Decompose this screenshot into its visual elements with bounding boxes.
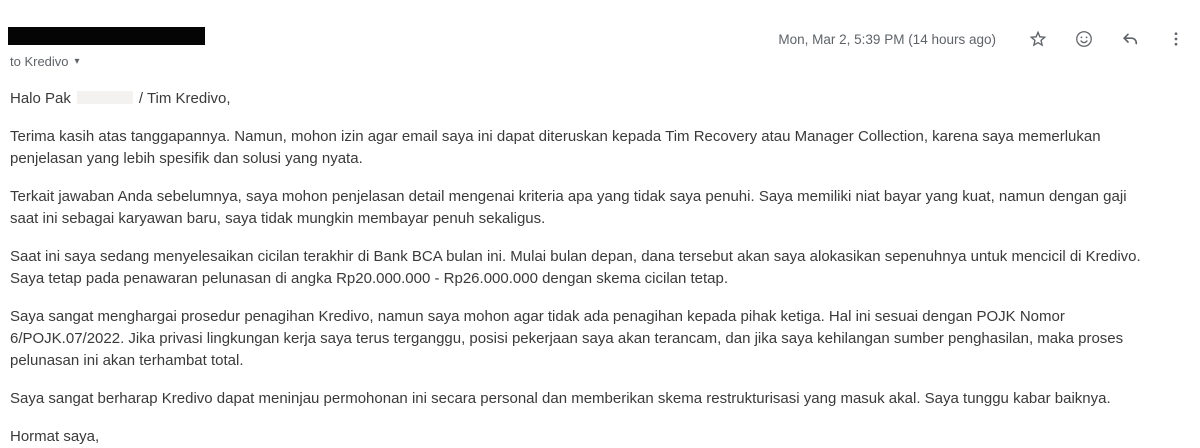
sender-name-redacted	[8, 27, 205, 45]
recipient-label: to Kredivo	[10, 54, 69, 69]
email-paragraph: Saat ini saya sedang menyelesaikan cicilan terakhir di Bank BCA bulan ini. Mulai bulan depan, dana tersebut akan saya alokasikan sepenuhnya untuk mencicil di Kredivo. Saya tetap pada penawaran pelunasan di angka Rp20.000.000 - Rp26.000.000 dengan skema cicilan tetap.	[10, 248, 1141, 287]
reply-icon[interactable]	[1120, 29, 1140, 49]
greeting-prefix: Halo Pak	[10, 90, 71, 107]
greeting-line	[10, 88, 1158, 110]
more-options-icon[interactable]	[1166, 29, 1186, 49]
recipient-dropdown[interactable]	[10, 54, 205, 69]
email-paragraph: Saya sangat berharap Kredivo dapat meninjau permohonan ini secara personal dan memberikan skema restrukturisasi yang masuk akal. Saya tunggu kabar baiknya.	[10, 390, 1111, 407]
greeting-suffix: / Tim Kredivo,	[138, 90, 231, 107]
emoji-reaction-icon[interactable]	[1074, 29, 1094, 49]
email-body	[0, 88, 1200, 448]
star-icon[interactable]	[1028, 29, 1048, 49]
email-paragraph: Terkait jawaban Anda sebelumnya, saya mohon penjelasan detail mengenai kriteria apa yang tidak saya penuhi. Saya memiliki niat bayar yang kuat, namun dengan gaji saat ini sebagai karyawan baru, saya tidak mungkin membayar penuh sekaligus.	[10, 188, 1127, 227]
chevron-down-icon: ▾	[74, 56, 80, 67]
email-paragraph: Saya sangat menghargai prosedur penagihan Kredivo, namun saya mohon agar tidak ada penagihan kepada pihak ketiga. Hal ini sesuai dengan POJK Nomor 6/POJK.07/2022. Jika privasi lingkungan kerja saya terus terganggu, posisi pekerjaan saya akan terancam, dan jika saya kehilangan sumber penghasilan, maka proses pelunasan ini akan terhambat total.	[10, 308, 1124, 369]
email-date: Mon, Mar 2, 5:39 PM (14 hours ago)	[778, 31, 996, 47]
closing-line: Hormat saya,	[10, 428, 100, 445]
email-header	[0, 0, 1200, 69]
email-paragraph: Terima kasih atas tanggapannya. Namun, mohon izin agar email saya ini dapat diteruskan kepada Tim Recovery atau Manager Collection, karena saya memerlukan penjelasan yang lebih spesifik dan solusi yang nyata.	[10, 128, 1101, 167]
recipient-name-redacted	[77, 91, 133, 104]
sender-block	[8, 27, 205, 69]
header-actions	[778, 27, 1186, 49]
